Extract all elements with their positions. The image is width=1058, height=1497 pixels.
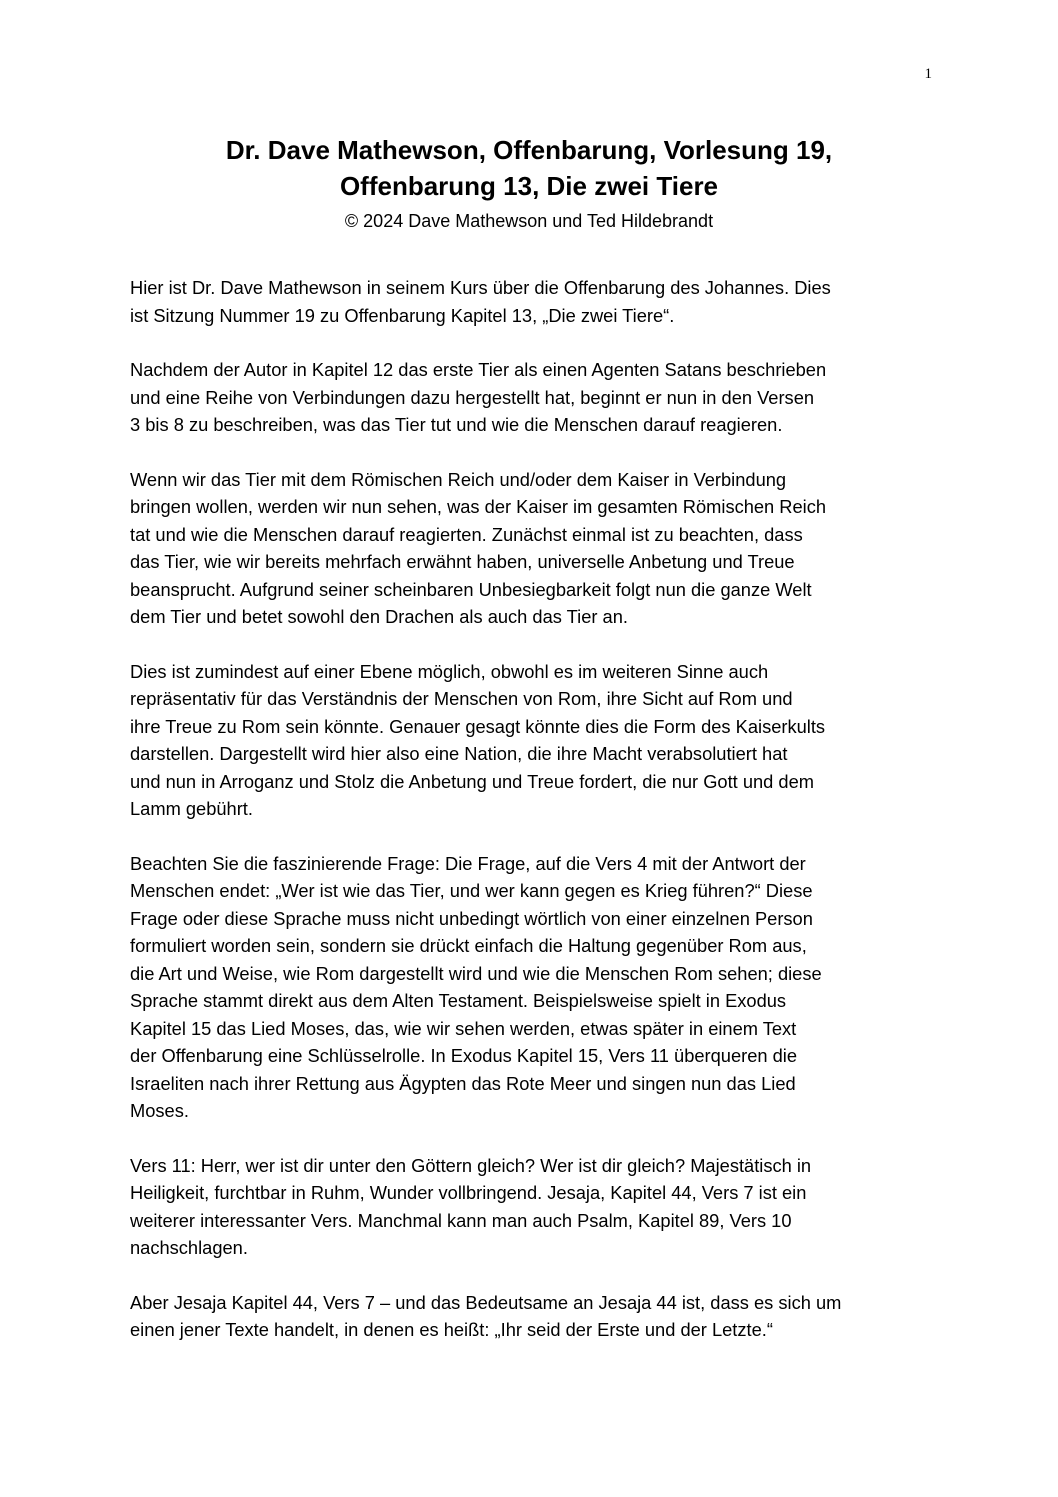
text-line: Lamm gebührt. (130, 798, 253, 819)
text-line: ist Sitzung Nummer 19 zu Offenbarung Kapitel 13, „Die zwei Tiere“. (130, 304, 675, 326)
text-line: 3 bis 8 zu beschreiben, was das Tier tut und wie die Menschen darauf reagieren. (130, 414, 783, 435)
text-line: Sprache stammt direkt aus dem Alten Testament. Beispielsweise spielt in Exodus (130, 990, 787, 1011)
text-line: Nachdem der Autor in Kapitel 12 das erste Tier als einen Agenten Satans beschrieben (130, 359, 827, 380)
paragraph (130, 850, 938, 1125)
document-header (100, 132, 958, 236)
text-line: die Art und Weise, wie Rom dargestellt wird und wie die Menschen Rom sehen; diese (130, 962, 822, 984)
text-line: Beachten Sie die faszinierende Frage: Die Frage, auf die Vers 4 mit der Antwort der (130, 852, 806, 874)
page-number: 1 (924, 66, 932, 82)
copyright-notice: © 2024 Dave Mathewson und Ted Hildebrandt (344, 211, 714, 231)
text-line: der Offenbarung eine Schlüsselrolle. In Exodus Kapitel 15, Vers 11 überqueren die (130, 1045, 798, 1066)
text-line: formuliert worden sein, sondern sie drückt einfach die Haltung gegenüber Rom aus, (130, 935, 807, 956)
text-line: dem Tier und betet sowohl den Drachen als auch das Tier an. (130, 606, 628, 627)
text-line: bringen wollen, werden wir nun sehen, was der Kaiser im gesamten Römischen Reich (130, 496, 827, 517)
text-line: weiterer interessanter Vers. Manchmal kann man auch Psalm, Kapitel 89, Vers 10 (130, 1209, 792, 1231)
paragraph (130, 356, 938, 439)
text-line: und eine Reihe von Verbindungen dazu hergestellt hat, beginnt er nun in den Versen (130, 386, 815, 408)
document-body (130, 274, 938, 1371)
paragraph (130, 274, 938, 329)
text-line: Menschen endet: „Wer ist wie das Tier, und wer kann gegen es Krieg führen?“ Diese (130, 880, 813, 901)
text-line: Vers 11: Herr, wer ist dir unter den Göttern gleich? Wer ist dir gleich? Majestätisch in (130, 1154, 812, 1176)
title-line: Offenbarung 13, Die zwei Tiere (339, 171, 719, 201)
text-line: tat und wie die Menschen darauf reagierten. Zunächst einmal ist zu beachten, dass (130, 523, 803, 545)
paragraph (130, 1152, 938, 1262)
paragraph (130, 466, 938, 631)
title-line: Dr. Dave Mathewson, Offenbarung, Vorlesung 19, (225, 135, 833, 165)
text-line: beansprucht. Aufgrund seiner scheinbaren Unbesiegbarkeit folgt nun die ganze Welt (130, 578, 812, 600)
text-line: Wenn wir das Tier mit dem Römischen Reich und/oder dem Kaiser in Verbindung (130, 468, 787, 490)
text-line: Dies ist zumindest auf einer Ebene möglich, obwohl es im weiteren Sinne auch (130, 660, 769, 682)
text-line: Aber Jesaja Kapitel 44, Vers 7 – und das Bedeutsame an Jesaja 44 ist, dass es sich um (130, 1291, 842, 1313)
text-line: nachschlagen. (130, 1237, 248, 1258)
text-line: das Tier, wie wir bereits mehrfach erwähnt haben, universelle Anbetung und Treue (130, 551, 795, 572)
text-line: Frage oder diese Sprache muss nicht unbedingt wörtlich von einer einzelnen Person (130, 907, 813, 929)
text-line: Hier ist Dr. Dave Mathewson in seinem Kurs über die Offenbarung des Johannes. Dies (130, 277, 831, 298)
text-line: Heiligkeit, furchtbar in Ruhm, Wunder vollbringend. Jesaja, Kapitel 44, Vers 7 ist ein (130, 1182, 807, 1203)
text-line: ihre Treue zu Rom sein könnte. Genauer gesagt könnte dies die Form des Kaiserkults (130, 715, 826, 737)
text-line: repräsentativ für das Verständnis der Menschen von Rom, ihre Sicht auf Rom und (130, 688, 793, 709)
text-line: und nun in Arroganz und Stolz die Anbetung und Treue fordert, die nur Gott und dem (130, 770, 814, 792)
text-line: Kapitel 15 das Lied Moses, das, wie wir sehen werden, etwas später in einem Text (130, 1017, 797, 1039)
text-line: Moses. (130, 1100, 189, 1121)
document-title (100, 132, 958, 204)
paragraph (130, 1289, 938, 1344)
text-line: einen jener Texte handelt, in denen es heißt: „Ihr seid der Erste und der Letzte.“ (130, 1319, 773, 1340)
text-line: darstellen. Dargestellt wird hier also eine Nation, die ihre Macht verabsolutiert hat (130, 743, 788, 764)
text-line: Israeliten nach ihrer Rettung aus Ägypten das Rote Meer und singen nun das Lied (130, 1072, 796, 1094)
paragraph (130, 658, 938, 823)
